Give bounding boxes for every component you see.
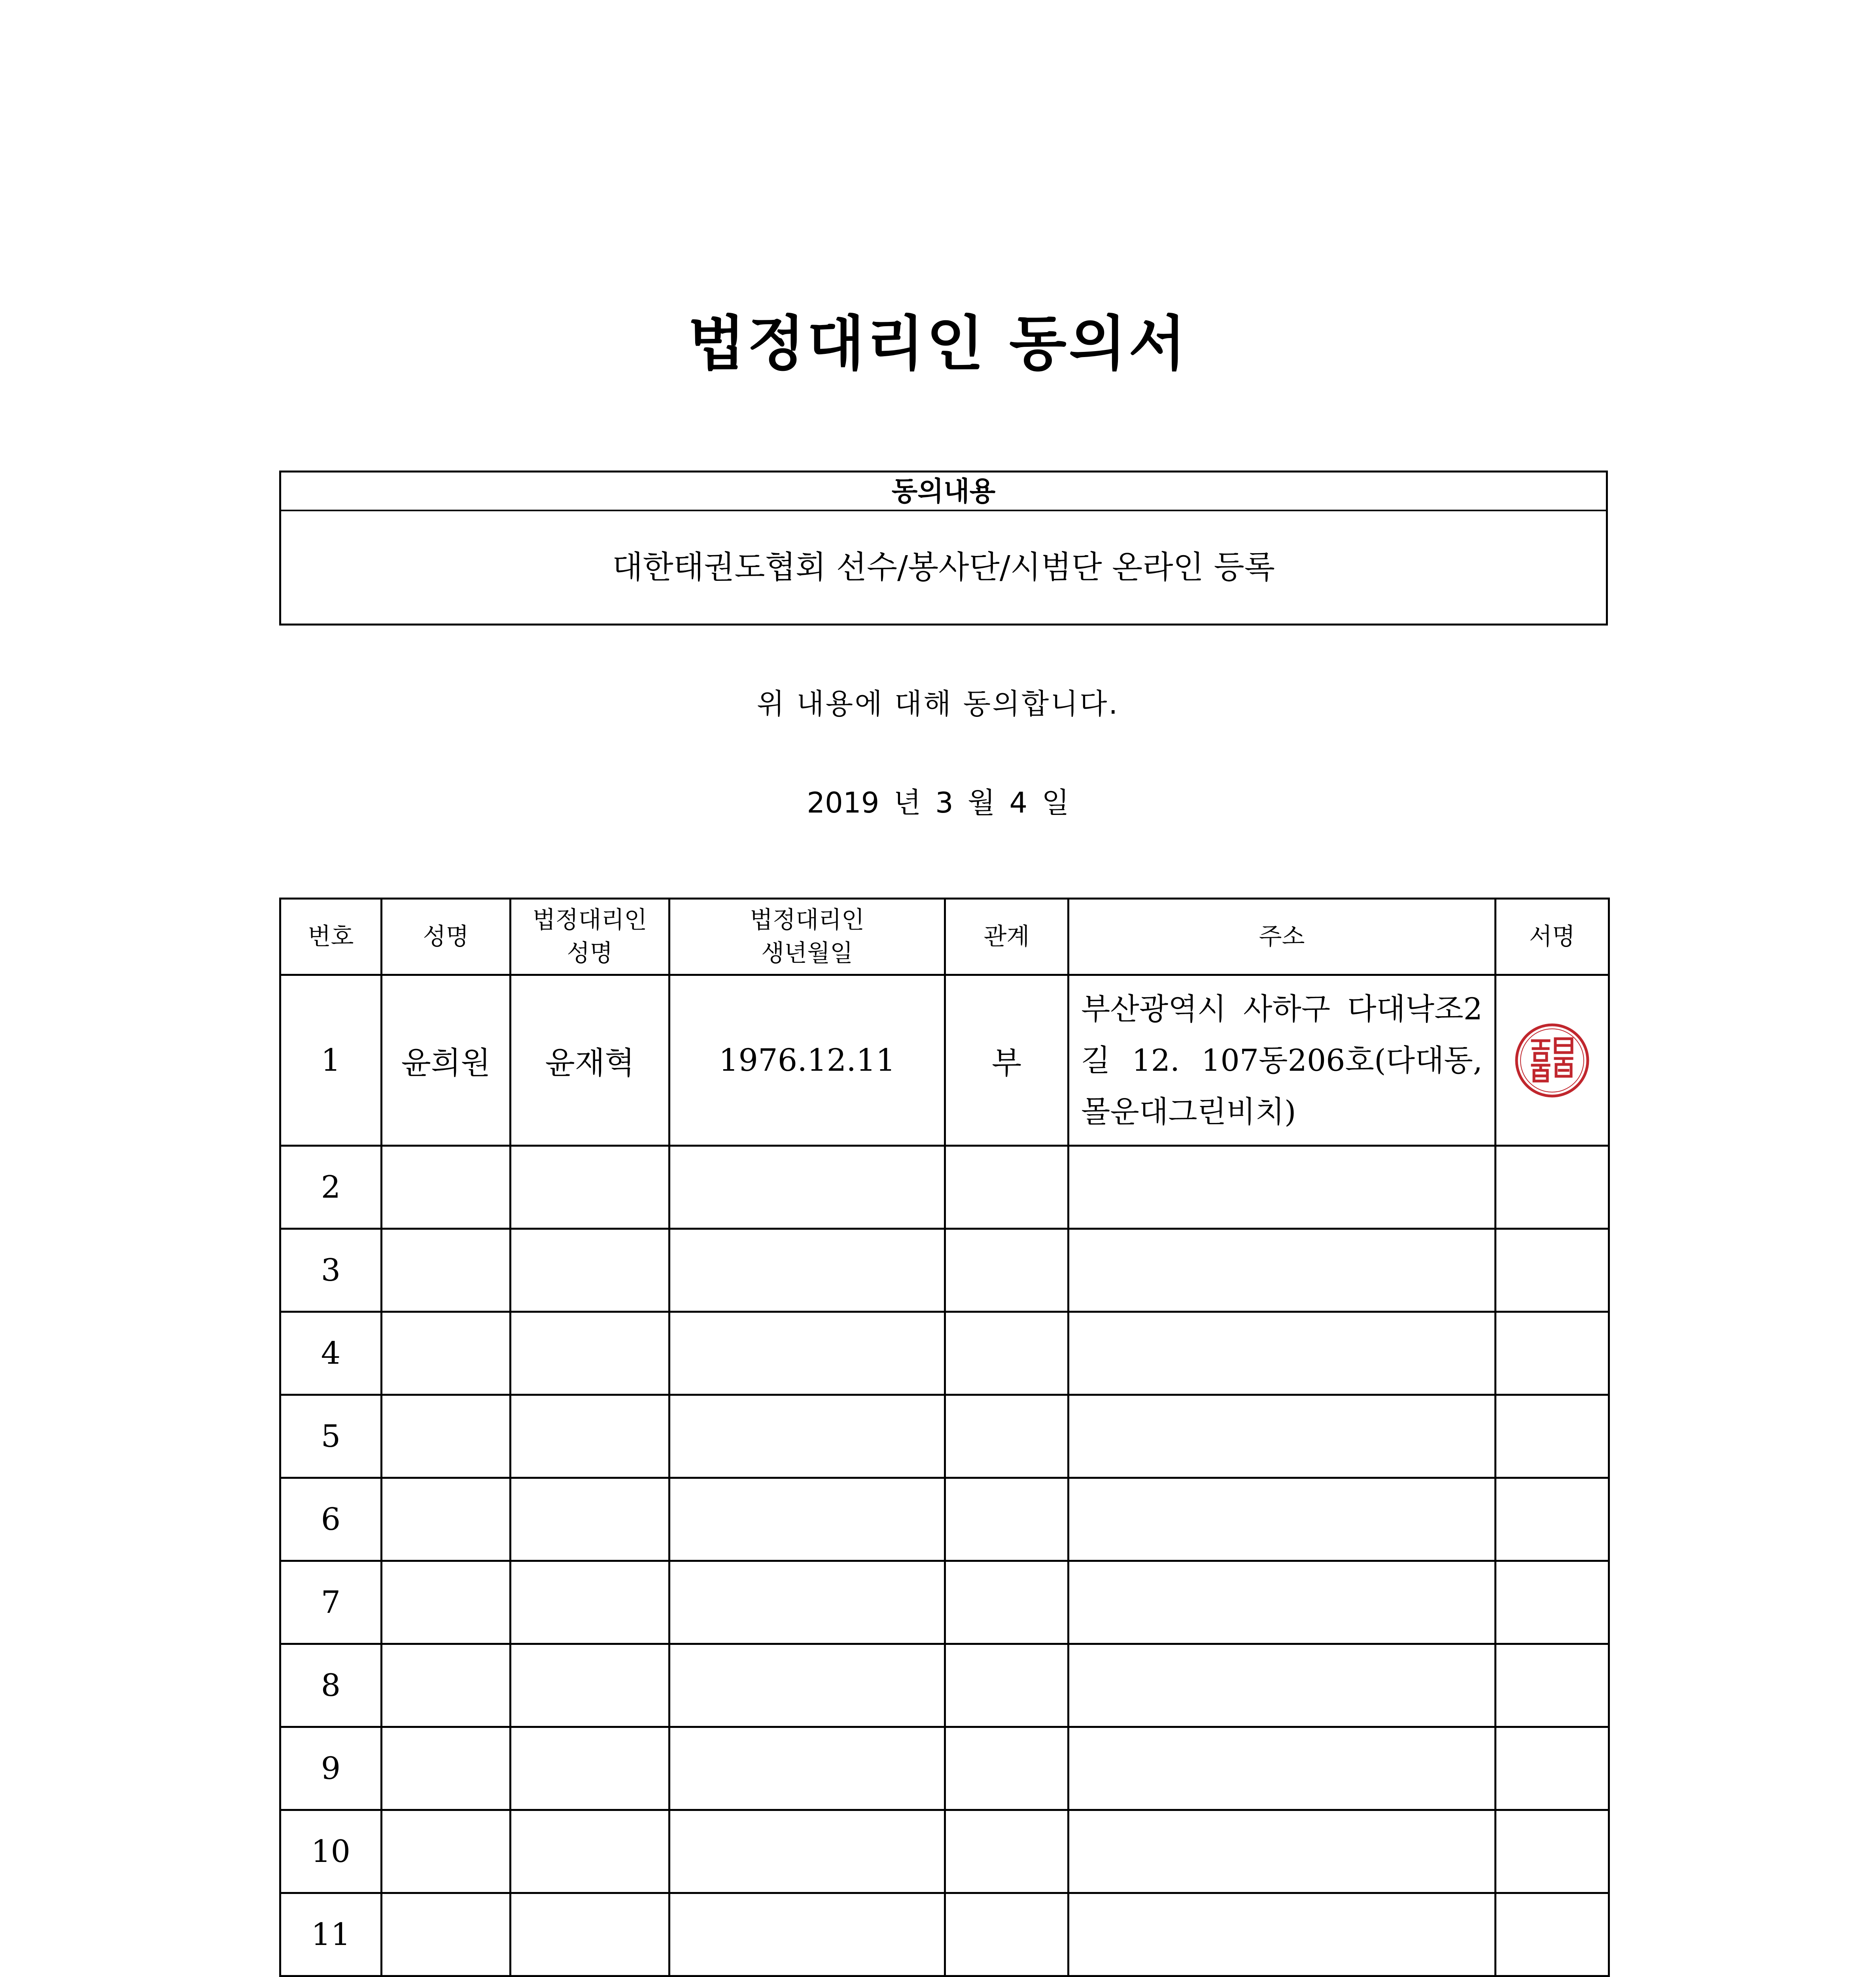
date-month-unit: 월 (967, 786, 995, 819)
cell-guardian-name[interactable] (511, 1146, 669, 1229)
cell-guardian-name[interactable] (511, 1727, 669, 1810)
cell-number: 7 (280, 1561, 382, 1644)
cell-name[interactable] (382, 1395, 511, 1478)
cell-guardian-birth[interactable] (669, 1478, 945, 1561)
cell-number: 6 (280, 1478, 382, 1561)
cell-signature[interactable] (1496, 1644, 1609, 1727)
cell-name[interactable] (382, 1146, 511, 1229)
header-guardian-name (511, 899, 669, 975)
cell-guardian-birth[interactable] (669, 1644, 945, 1727)
cell-name[interactable] (382, 1229, 511, 1312)
cell-guardian-name[interactable] (511, 1810, 669, 1893)
header-relation: 관계 (945, 899, 1068, 975)
seal-stamp-icon (1513, 1021, 1592, 1100)
cell-address[interactable] (1068, 1229, 1496, 1312)
header-name: 성명 (382, 899, 511, 975)
consent-box (279, 471, 1608, 626)
date-month: 3 (935, 786, 953, 819)
table-row (280, 1727, 1609, 1810)
cell-relation[interactable] (945, 1146, 1068, 1229)
cell-relation[interactable] (945, 1229, 1068, 1312)
date-day: 4 (1009, 786, 1028, 819)
cell-name[interactable] (382, 1644, 511, 1727)
table-row (280, 1561, 1609, 1644)
cell-address[interactable] (1068, 1893, 1496, 1976)
header-guardian-name-line1: 법정대리인 (532, 906, 647, 934)
consent-header: 동의내용 (281, 473, 1606, 511)
cell-relation[interactable] (945, 1561, 1068, 1644)
cell-guardian-name[interactable] (511, 1644, 669, 1727)
cell-number: 10 (280, 1810, 382, 1893)
table-row (280, 1312, 1609, 1395)
header-guardian-birth-line2: 생년월일 (761, 939, 853, 967)
cell-signature[interactable] (1496, 1727, 1609, 1810)
cell-relation[interactable] (945, 1727, 1068, 1810)
cell-number: 9 (280, 1727, 382, 1810)
cell-number: 8 (280, 1644, 382, 1727)
cell-number: 11 (280, 1893, 382, 1976)
cell-relation[interactable] (945, 1478, 1068, 1561)
cell-address[interactable] (1068, 1644, 1496, 1727)
header-number: 번호 (280, 899, 382, 975)
cell-guardian-birth[interactable] (669, 1146, 945, 1229)
cell-address[interactable] (1068, 1810, 1496, 1893)
header-address: 주소 (1068, 899, 1496, 975)
table-row (280, 1893, 1609, 1976)
cell-relation: 부 (945, 975, 1068, 1146)
table-row (280, 1644, 1609, 1727)
header-signature: 서명 (1496, 899, 1609, 975)
cell-number: 1 (280, 975, 382, 1146)
cell-guardian-birth[interactable] (669, 1893, 945, 1976)
cell-signature[interactable] (1496, 1561, 1609, 1644)
table-row (280, 1478, 1609, 1561)
cell-number: 2 (280, 1146, 382, 1229)
cell-number: 4 (280, 1312, 382, 1395)
cell-relation[interactable] (945, 1810, 1068, 1893)
cell-signature[interactable] (1496, 1395, 1609, 1478)
cell-guardian-name[interactable] (511, 1561, 669, 1644)
cell-name[interactable] (382, 1727, 511, 1810)
cell-signature[interactable] (1496, 1893, 1609, 1976)
agreement-statement: 위 내용에 대해 동의합니다. (756, 687, 1120, 720)
cell-guardian-name: 윤재혁 (511, 975, 669, 1146)
cell-relation[interactable] (945, 1395, 1068, 1478)
cell-name: 윤희원 (382, 975, 511, 1146)
cell-guardian-name[interactable] (511, 1312, 669, 1395)
cell-address[interactable] (1068, 1727, 1496, 1810)
table-row (280, 975, 1609, 1146)
header-guardian-name-line2: 성명 (567, 939, 613, 967)
cell-address[interactable] (1068, 1478, 1496, 1561)
cell-guardian-name[interactable] (511, 1395, 669, 1478)
table-row (280, 1229, 1609, 1312)
cell-name[interactable] (382, 1478, 511, 1561)
table-row (280, 1146, 1609, 1229)
cell-relation[interactable] (945, 1893, 1068, 1976)
cell-guardian-birth[interactable] (669, 1727, 945, 1810)
cell-guardian-name[interactable] (511, 1229, 669, 1312)
cell-signature[interactable] (1496, 1312, 1609, 1395)
table-header-row (280, 899, 1609, 975)
cell-guardian-name[interactable] (511, 1478, 669, 1561)
cell-address[interactable] (1068, 1395, 1496, 1478)
cell-address[interactable] (1068, 1561, 1496, 1644)
header-guardian-birth (669, 899, 945, 975)
cell-relation[interactable] (945, 1312, 1068, 1395)
cell-relation[interactable] (945, 1644, 1068, 1727)
cell-address[interactable] (1068, 1146, 1496, 1229)
cell-signature[interactable] (1496, 1810, 1609, 1893)
consent-date (0, 779, 1876, 826)
guardian-roster-table (279, 898, 1610, 1977)
cell-guardian-birth: 1976.12.11 (669, 975, 945, 1146)
cell-address: 부산광역시 사하구 다대낙조2길 12. 107동206호(다대동,몰운대그린비치) (1068, 975, 1496, 1146)
cell-name[interactable] (382, 1561, 511, 1644)
cell-guardian-name[interactable] (511, 1893, 669, 1976)
cell-guardian-birth[interactable] (669, 1395, 945, 1478)
cell-signature[interactable] (1496, 1146, 1609, 1229)
table-row (280, 1395, 1609, 1478)
date-year-unit: 년 (893, 786, 921, 819)
cell-name[interactable] (382, 1893, 511, 1976)
cell-guardian-birth[interactable] (669, 1229, 945, 1312)
cell-signature[interactable] (1496, 1229, 1609, 1312)
consent-content: 대한태권도협회 선수/봉사단/시범단 온라인 등록 (612, 549, 1275, 586)
document-title: 법정대리인 동의서 (688, 310, 1188, 378)
cell-guardian-birth[interactable] (669, 1561, 945, 1644)
header-guardian-birth-line1: 법정대리인 (750, 906, 864, 934)
cell-signature[interactable] (1496, 1478, 1609, 1561)
date-year: 2019 (807, 786, 879, 819)
cell-address[interactable] (1068, 1312, 1496, 1395)
date-day-unit: 일 (1042, 786, 1069, 819)
table-row (280, 1810, 1609, 1893)
cell-number: 3 (280, 1229, 382, 1312)
cell-signature (1496, 975, 1609, 1146)
cell-name[interactable] (382, 1810, 511, 1893)
cell-guardian-birth[interactable] (669, 1312, 945, 1395)
cell-number: 5 (280, 1395, 382, 1478)
cell-guardian-birth[interactable] (669, 1810, 945, 1893)
cell-name[interactable] (382, 1312, 511, 1395)
